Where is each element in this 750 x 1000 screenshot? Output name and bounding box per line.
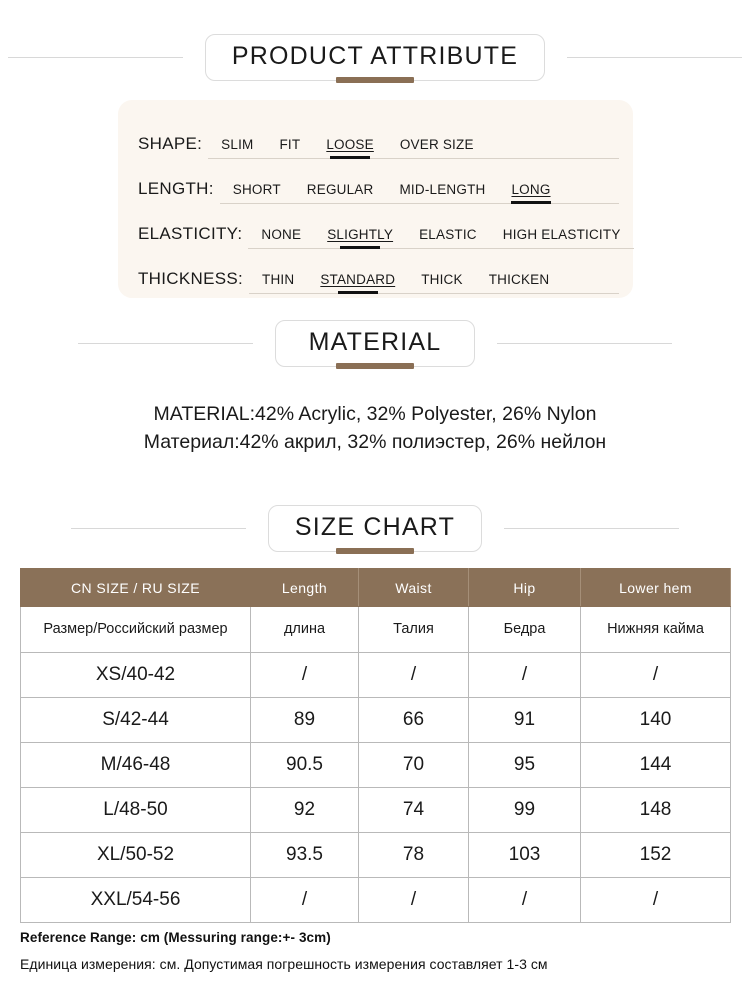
decorative-rule-left xyxy=(78,343,253,344)
attribute-option-group xyxy=(248,227,633,249)
attribute-option-selected[interactable]: LONG xyxy=(498,182,563,199)
table-row xyxy=(21,698,731,743)
table-cell-size: XL/50-52 xyxy=(21,833,251,878)
table-row xyxy=(21,833,731,878)
material-line-ru: Материал:42% акрил, 32% полиэстер, 26% нейлон xyxy=(143,431,607,453)
table-cell-hip: / xyxy=(469,878,581,923)
table-header-row-ru xyxy=(21,607,731,653)
table-cell-waist: 70 xyxy=(359,743,469,788)
decorative-rule-left xyxy=(8,57,183,58)
section-title-size-chart: SIZE CHART xyxy=(294,513,456,541)
table-cell-size: M/46-48 xyxy=(21,743,251,788)
page-title: PRODUCT ATTRIBUTE xyxy=(231,42,519,70)
attribute-label: THICKNESS: xyxy=(138,269,244,288)
table-cell-lower-hem: 140 xyxy=(581,698,731,743)
attribute-option-group xyxy=(249,272,619,294)
table-cell-hip: / xyxy=(469,653,581,698)
attribute-row xyxy=(118,249,633,294)
material-description xyxy=(0,400,750,456)
attribute-option[interactable]: REGULAR xyxy=(306,182,374,197)
table-cell-hip: 95 xyxy=(469,743,581,788)
attribute-option[interactable]: HIGH ELASTICITY xyxy=(502,227,621,242)
table-column-header-ru: Бедра xyxy=(469,607,581,653)
table-row xyxy=(21,878,731,923)
table-header-row-en xyxy=(21,569,731,607)
accent-bar xyxy=(336,77,414,83)
attribute-option[interactable]: SLIM xyxy=(221,137,254,152)
table-cell-waist: 78 xyxy=(359,833,469,878)
attribute-option-group xyxy=(220,182,619,204)
table-cell-lower-hem: 144 xyxy=(581,743,731,788)
table-cell-waist: 74 xyxy=(359,788,469,833)
table-cell-hip: 99 xyxy=(469,788,581,833)
table-column-header: CN SIZE / RU SIZE xyxy=(21,569,251,607)
attribute-option[interactable]: OVER SIZE xyxy=(399,137,474,152)
attribute-option[interactable]: THIN xyxy=(262,272,295,287)
section-header-product-attribute xyxy=(0,34,750,81)
table-column-header: Length xyxy=(251,569,359,607)
section-header-material xyxy=(0,320,750,367)
section-header-size-chart xyxy=(0,505,750,552)
attribute-option[interactable]: THICK xyxy=(421,272,463,287)
table-cell-waist: / xyxy=(359,878,469,923)
attribute-label: SHAPE: xyxy=(138,134,203,153)
table-column-header-ru: Нижняя кайма xyxy=(581,607,731,653)
attribute-option[interactable]: ELASTIC xyxy=(419,227,477,242)
table-cell-lower-hem: 148 xyxy=(581,788,731,833)
decorative-rule-right xyxy=(504,528,679,529)
attribute-label: ELASTICITY: xyxy=(138,224,243,243)
attribute-option-selected[interactable]: STANDARD xyxy=(307,272,408,289)
attribute-row xyxy=(118,204,633,249)
product-attribute-card xyxy=(118,100,633,298)
footer-notes xyxy=(20,930,734,972)
attribute-option[interactable]: THICKEN xyxy=(488,272,550,287)
accent-bar xyxy=(336,363,414,369)
table-cell-length: / xyxy=(251,878,359,923)
attribute-row xyxy=(118,114,633,159)
attribute-option[interactable]: FIT xyxy=(279,137,301,152)
accent-bar xyxy=(336,548,414,554)
decorative-rule-left xyxy=(71,528,246,529)
table-cell-lower-hem: / xyxy=(581,878,731,923)
table-row xyxy=(21,743,731,788)
table-header xyxy=(21,569,731,607)
table-cell-length: 92 xyxy=(251,788,359,833)
decorative-rule-right xyxy=(567,57,742,58)
table-cell-waist: / xyxy=(359,653,469,698)
table-cell-length: / xyxy=(251,653,359,698)
attribute-label: LENGTH: xyxy=(138,179,214,198)
material-line-en: MATERIAL:42% Acrylic, 32% Polyester, 26% Nylon xyxy=(153,403,597,425)
attribute-option[interactable]: SHORT xyxy=(232,182,281,197)
attribute-option-group xyxy=(208,137,619,159)
table-cell-hip: 103 xyxy=(469,833,581,878)
section-title-pill-product-attribute xyxy=(205,34,545,81)
attribute-option-selected[interactable]: LOOSE xyxy=(313,137,387,154)
table-column-header: Waist xyxy=(359,569,469,607)
section-title-pill-size-chart xyxy=(268,505,482,552)
table-cell-waist: 66 xyxy=(359,698,469,743)
table-column-header-ru: Размер/Российский размер xyxy=(21,607,251,653)
table-cell-size: XS/40-42 xyxy=(21,653,251,698)
attribute-option[interactable]: NONE xyxy=(261,227,302,242)
attribute-option-selected[interactable]: SLIGHTLY xyxy=(314,227,406,244)
table-cell-hip: 91 xyxy=(469,698,581,743)
table-cell-size: L/48-50 xyxy=(21,788,251,833)
section-title-material: MATERIAL xyxy=(308,328,442,356)
table-row xyxy=(21,788,731,833)
table-column-header: Hip xyxy=(469,569,581,607)
table-column-header-ru: Талия xyxy=(359,607,469,653)
table-cell-length: 89 xyxy=(251,698,359,743)
table-cell-length: 90.5 xyxy=(251,743,359,788)
table-cell-length: 93.5 xyxy=(251,833,359,878)
attribute-option[interactable]: MID-LENGTH xyxy=(399,182,486,197)
table-cell-size: XXL/54-56 xyxy=(21,878,251,923)
table-body xyxy=(21,607,731,923)
size-chart-table xyxy=(20,568,731,923)
table-column-header-ru: длина xyxy=(251,607,359,653)
table-cell-size: S/42-44 xyxy=(21,698,251,743)
table-row xyxy=(21,653,731,698)
table-cell-lower-hem: / xyxy=(581,653,731,698)
table-column-header: Lower hem xyxy=(581,569,731,607)
reference-range-note-en: Reference Range: cm (Messuring range:+- 3cm) xyxy=(20,930,331,945)
section-title-pill-material xyxy=(275,320,475,367)
attribute-row xyxy=(118,159,633,204)
reference-range-note-ru: Единица измерения: см. Допустимая погрешность измерения составляет 1-3 см xyxy=(20,956,548,972)
table-cell-lower-hem: 152 xyxy=(581,833,731,878)
decorative-rule-right xyxy=(497,343,672,344)
